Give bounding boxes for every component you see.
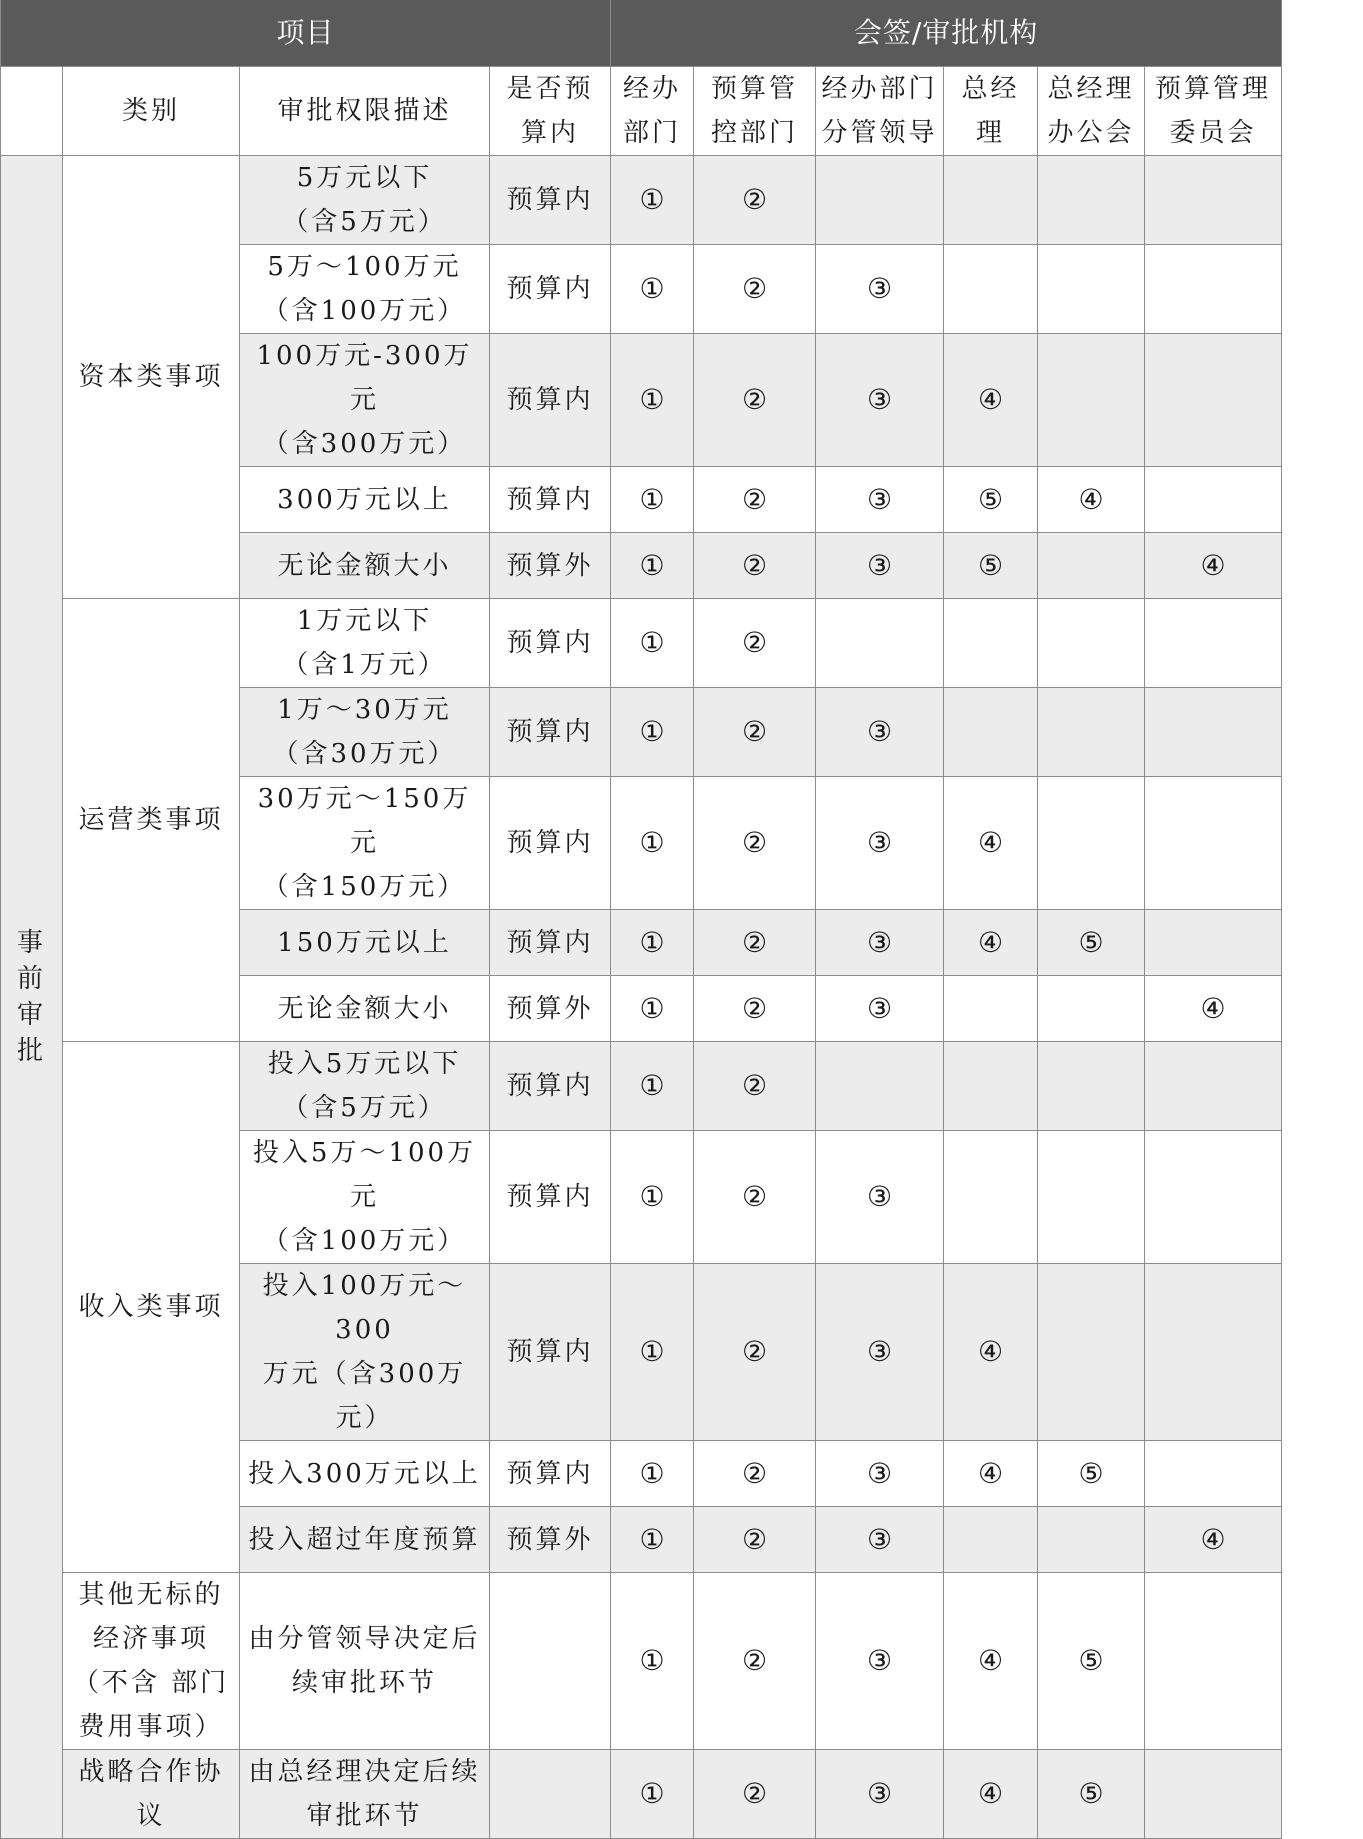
step-budget-ctrl-cell: ② (694, 334, 816, 467)
step-dept-cell: ① (611, 1264, 694, 1441)
step-gm-office-cell (1038, 245, 1145, 334)
step-leader-cell: ③ (816, 245, 944, 334)
step-dept-cell: ① (611, 1750, 694, 1839)
category-cell: 其他无标的 经济事项 （不含 部门 费用事项） (63, 1573, 240, 1750)
header-orgs: 会签/审批机构 (611, 0, 1282, 67)
category-cell: 收入类事项 (63, 1042, 240, 1573)
step-committee-cell: ④ (1145, 976, 1282, 1042)
step-committee-cell (1145, 910, 1282, 976)
step-committee-cell: ④ (1145, 533, 1282, 599)
step-dept-cell: ① (611, 334, 694, 467)
step-gm-cell (944, 1507, 1038, 1573)
step-gm-cell (944, 156, 1038, 245)
step-gm-office-cell (1038, 599, 1145, 688)
step-leader-cell: ③ (816, 1507, 944, 1573)
step-gm-office-cell (1038, 533, 1145, 599)
category-cell: 资本类事项 (63, 156, 240, 599)
step-gm-cell: ④ (944, 1441, 1038, 1507)
step-dept-cell: ① (611, 1573, 694, 1750)
budget-cell (490, 1573, 611, 1750)
step-committee-cell (1145, 1264, 1282, 1441)
subheader-leader: 经办部门 分管领导 (816, 67, 944, 156)
step-gm-office-cell (1038, 1131, 1145, 1264)
step-dept-cell: ① (611, 1441, 694, 1507)
step-budget-ctrl-cell: ② (694, 533, 816, 599)
category-cell: 战略合作协 议 (63, 1750, 240, 1839)
table-row (1, 1750, 1282, 1839)
step-budget-ctrl-cell: ② (694, 1131, 816, 1264)
step-dept-cell: ① (611, 688, 694, 777)
section-label: 事 前 审 批 (1, 156, 63, 1839)
step-gm-office-cell: ④ (1038, 467, 1145, 533)
step-dept-cell: ① (611, 156, 694, 245)
step-gm-office-cell: ⑤ (1038, 1441, 1145, 1507)
subheader-blank (1, 67, 63, 156)
step-gm-cell: ④ (944, 1264, 1038, 1441)
step-committee-cell (1145, 467, 1282, 533)
step-dept-cell: ① (611, 976, 694, 1042)
budget-cell: 预算内 (490, 245, 611, 334)
step-gm-cell: ④ (944, 777, 1038, 910)
subheader-in-budget: 是否预 算内 (490, 67, 611, 156)
step-budget-ctrl-cell: ② (694, 599, 816, 688)
description-cell: 1万元以下 （含1万元） (240, 599, 490, 688)
step-leader-cell: ③ (816, 533, 944, 599)
subheader-committee: 预算管理 委员会 (1145, 67, 1282, 156)
step-dept-cell: ① (611, 777, 694, 910)
step-gm-office-cell: ⑤ (1038, 910, 1145, 976)
step-budget-ctrl-cell: ② (694, 777, 816, 910)
budget-cell: 预算外 (490, 1507, 611, 1573)
step-gm-cell: ④ (944, 334, 1038, 467)
subheader-row (1, 67, 1282, 156)
description-cell: 投入超过年度预算 (240, 1507, 490, 1573)
step-leader-cell (816, 156, 944, 245)
step-budget-ctrl-cell: ② (694, 1441, 816, 1507)
step-budget-ctrl-cell: ② (694, 467, 816, 533)
table-row (1, 599, 1282, 688)
description-cell: 5万元以下 （含5万元） (240, 156, 490, 245)
step-budget-ctrl-cell: ② (694, 1264, 816, 1441)
step-gm-office-cell (1038, 777, 1145, 910)
subheader-category: 类别 (63, 67, 240, 156)
step-gm-office-cell (1038, 1507, 1145, 1573)
description-cell: 无论金额大小 (240, 976, 490, 1042)
step-budget-ctrl-cell: ② (694, 1750, 816, 1839)
step-committee-cell (1145, 1573, 1282, 1750)
step-gm-cell (944, 599, 1038, 688)
header-row (1, 0, 1282, 67)
description-cell: 5万～100万元 （含100万元） (240, 245, 490, 334)
step-committee-cell (1145, 334, 1282, 467)
description-cell: 由分管领导决定后 续审批环节 (240, 1573, 490, 1750)
step-gm-office-cell (1038, 688, 1145, 777)
budget-cell: 预算内 (490, 467, 611, 533)
step-gm-office-cell: ⑤ (1038, 1750, 1145, 1839)
description-cell: 投入5万元以下 （含5万元） (240, 1042, 490, 1131)
step-gm-office-cell (1038, 1042, 1145, 1131)
subheader-description: 审批权限描述 (240, 67, 490, 156)
step-committee-cell (1145, 599, 1282, 688)
description-cell: 1万～30万元 （含30万元） (240, 688, 490, 777)
table-row (1, 156, 1282, 245)
subheader-gm-office: 总经理 办公会 (1038, 67, 1145, 156)
step-gm-office-cell (1038, 334, 1145, 467)
budget-cell: 预算内 (490, 910, 611, 976)
table-body (1, 156, 1282, 1839)
step-budget-ctrl-cell: ② (694, 156, 816, 245)
step-leader-cell: ③ (816, 777, 944, 910)
step-budget-ctrl-cell: ② (694, 1042, 816, 1131)
step-leader-cell (816, 1042, 944, 1131)
subheader-budget-ctrl: 预算管 控部门 (694, 67, 816, 156)
step-leader-cell: ③ (816, 467, 944, 533)
subheader-dept: 经办 部门 (611, 67, 694, 156)
budget-cell: 预算内 (490, 156, 611, 245)
step-gm-cell (944, 976, 1038, 1042)
step-budget-ctrl-cell: ② (694, 688, 816, 777)
step-gm-cell: ④ (944, 1573, 1038, 1750)
budget-cell: 预算外 (490, 533, 611, 599)
step-committee-cell (1145, 245, 1282, 334)
step-dept-cell: ① (611, 467, 694, 533)
step-gm-cell: ④ (944, 910, 1038, 976)
description-cell: 投入5万～100万元 （含100万元） (240, 1131, 490, 1264)
budget-cell: 预算内 (490, 688, 611, 777)
step-committee-cell (1145, 1131, 1282, 1264)
table-row (1, 1042, 1282, 1131)
description-cell: 无论金额大小 (240, 533, 490, 599)
step-dept-cell: ① (611, 533, 694, 599)
table-row (1, 1573, 1282, 1750)
step-gm-cell (944, 245, 1038, 334)
step-dept-cell: ① (611, 599, 694, 688)
step-budget-ctrl-cell: ② (694, 245, 816, 334)
step-dept-cell: ① (611, 1131, 694, 1264)
step-leader-cell (816, 599, 944, 688)
description-cell: 30万元～150万元 （含150万元） (240, 777, 490, 910)
step-gm-cell: ⑤ (944, 533, 1038, 599)
step-committee-cell (1145, 1750, 1282, 1839)
step-gm-cell (944, 1042, 1038, 1131)
budget-cell: 预算外 (490, 976, 611, 1042)
step-budget-ctrl-cell: ② (694, 1573, 816, 1750)
step-gm-office-cell (1038, 156, 1145, 245)
step-dept-cell: ① (611, 910, 694, 976)
budget-cell: 预算内 (490, 599, 611, 688)
budget-cell: 预算内 (490, 334, 611, 467)
description-cell: 150万元以上 (240, 910, 490, 976)
step-budget-ctrl-cell: ② (694, 910, 816, 976)
step-gm-office-cell (1038, 1264, 1145, 1441)
step-budget-ctrl-cell: ② (694, 1507, 816, 1573)
budget-cell: 预算内 (490, 1264, 611, 1441)
budget-cell: 预算内 (490, 1441, 611, 1507)
step-committee-cell (1145, 777, 1282, 910)
budget-cell: 预算内 (490, 1042, 611, 1131)
step-gm-cell: ⑤ (944, 467, 1038, 533)
description-cell: 300万元以上 (240, 467, 490, 533)
step-leader-cell: ③ (816, 688, 944, 777)
step-leader-cell: ③ (816, 1750, 944, 1839)
budget-cell: 预算内 (490, 1131, 611, 1264)
step-committee-cell (1145, 688, 1282, 777)
step-gm-office-cell: ⑤ (1038, 1573, 1145, 1750)
step-leader-cell: ③ (816, 910, 944, 976)
step-gm-office-cell (1038, 976, 1145, 1042)
step-committee-cell: ④ (1145, 1507, 1282, 1573)
step-leader-cell: ③ (816, 1264, 944, 1441)
step-committee-cell (1145, 1441, 1282, 1507)
budget-cell: 预算内 (490, 777, 611, 910)
description-cell: 100万元-300万元 （含300万元） (240, 334, 490, 467)
step-dept-cell: ① (611, 1507, 694, 1573)
step-leader-cell: ③ (816, 1131, 944, 1264)
step-budget-ctrl-cell: ② (694, 976, 816, 1042)
budget-cell (490, 1750, 611, 1839)
step-leader-cell: ③ (816, 976, 944, 1042)
category-cell: 运营类事项 (63, 599, 240, 1042)
description-cell: 由总经理决定后续 审批环节 (240, 1750, 490, 1839)
step-gm-cell: ④ (944, 1750, 1038, 1839)
step-gm-cell (944, 1131, 1038, 1264)
description-cell: 投入100万元～300 万元（含300万元） (240, 1264, 490, 1441)
step-leader-cell: ③ (816, 1441, 944, 1507)
step-committee-cell (1145, 156, 1282, 245)
step-leader-cell: ③ (816, 1573, 944, 1750)
step-leader-cell: ③ (816, 334, 944, 467)
subheader-gm: 总经 理 (944, 67, 1038, 156)
step-dept-cell: ① (611, 245, 694, 334)
header-project: 项目 (1, 0, 611, 67)
step-dept-cell: ① (611, 1042, 694, 1131)
step-committee-cell (1145, 1042, 1282, 1131)
description-cell: 投入300万元以上 (240, 1441, 490, 1507)
step-gm-cell (944, 688, 1038, 777)
